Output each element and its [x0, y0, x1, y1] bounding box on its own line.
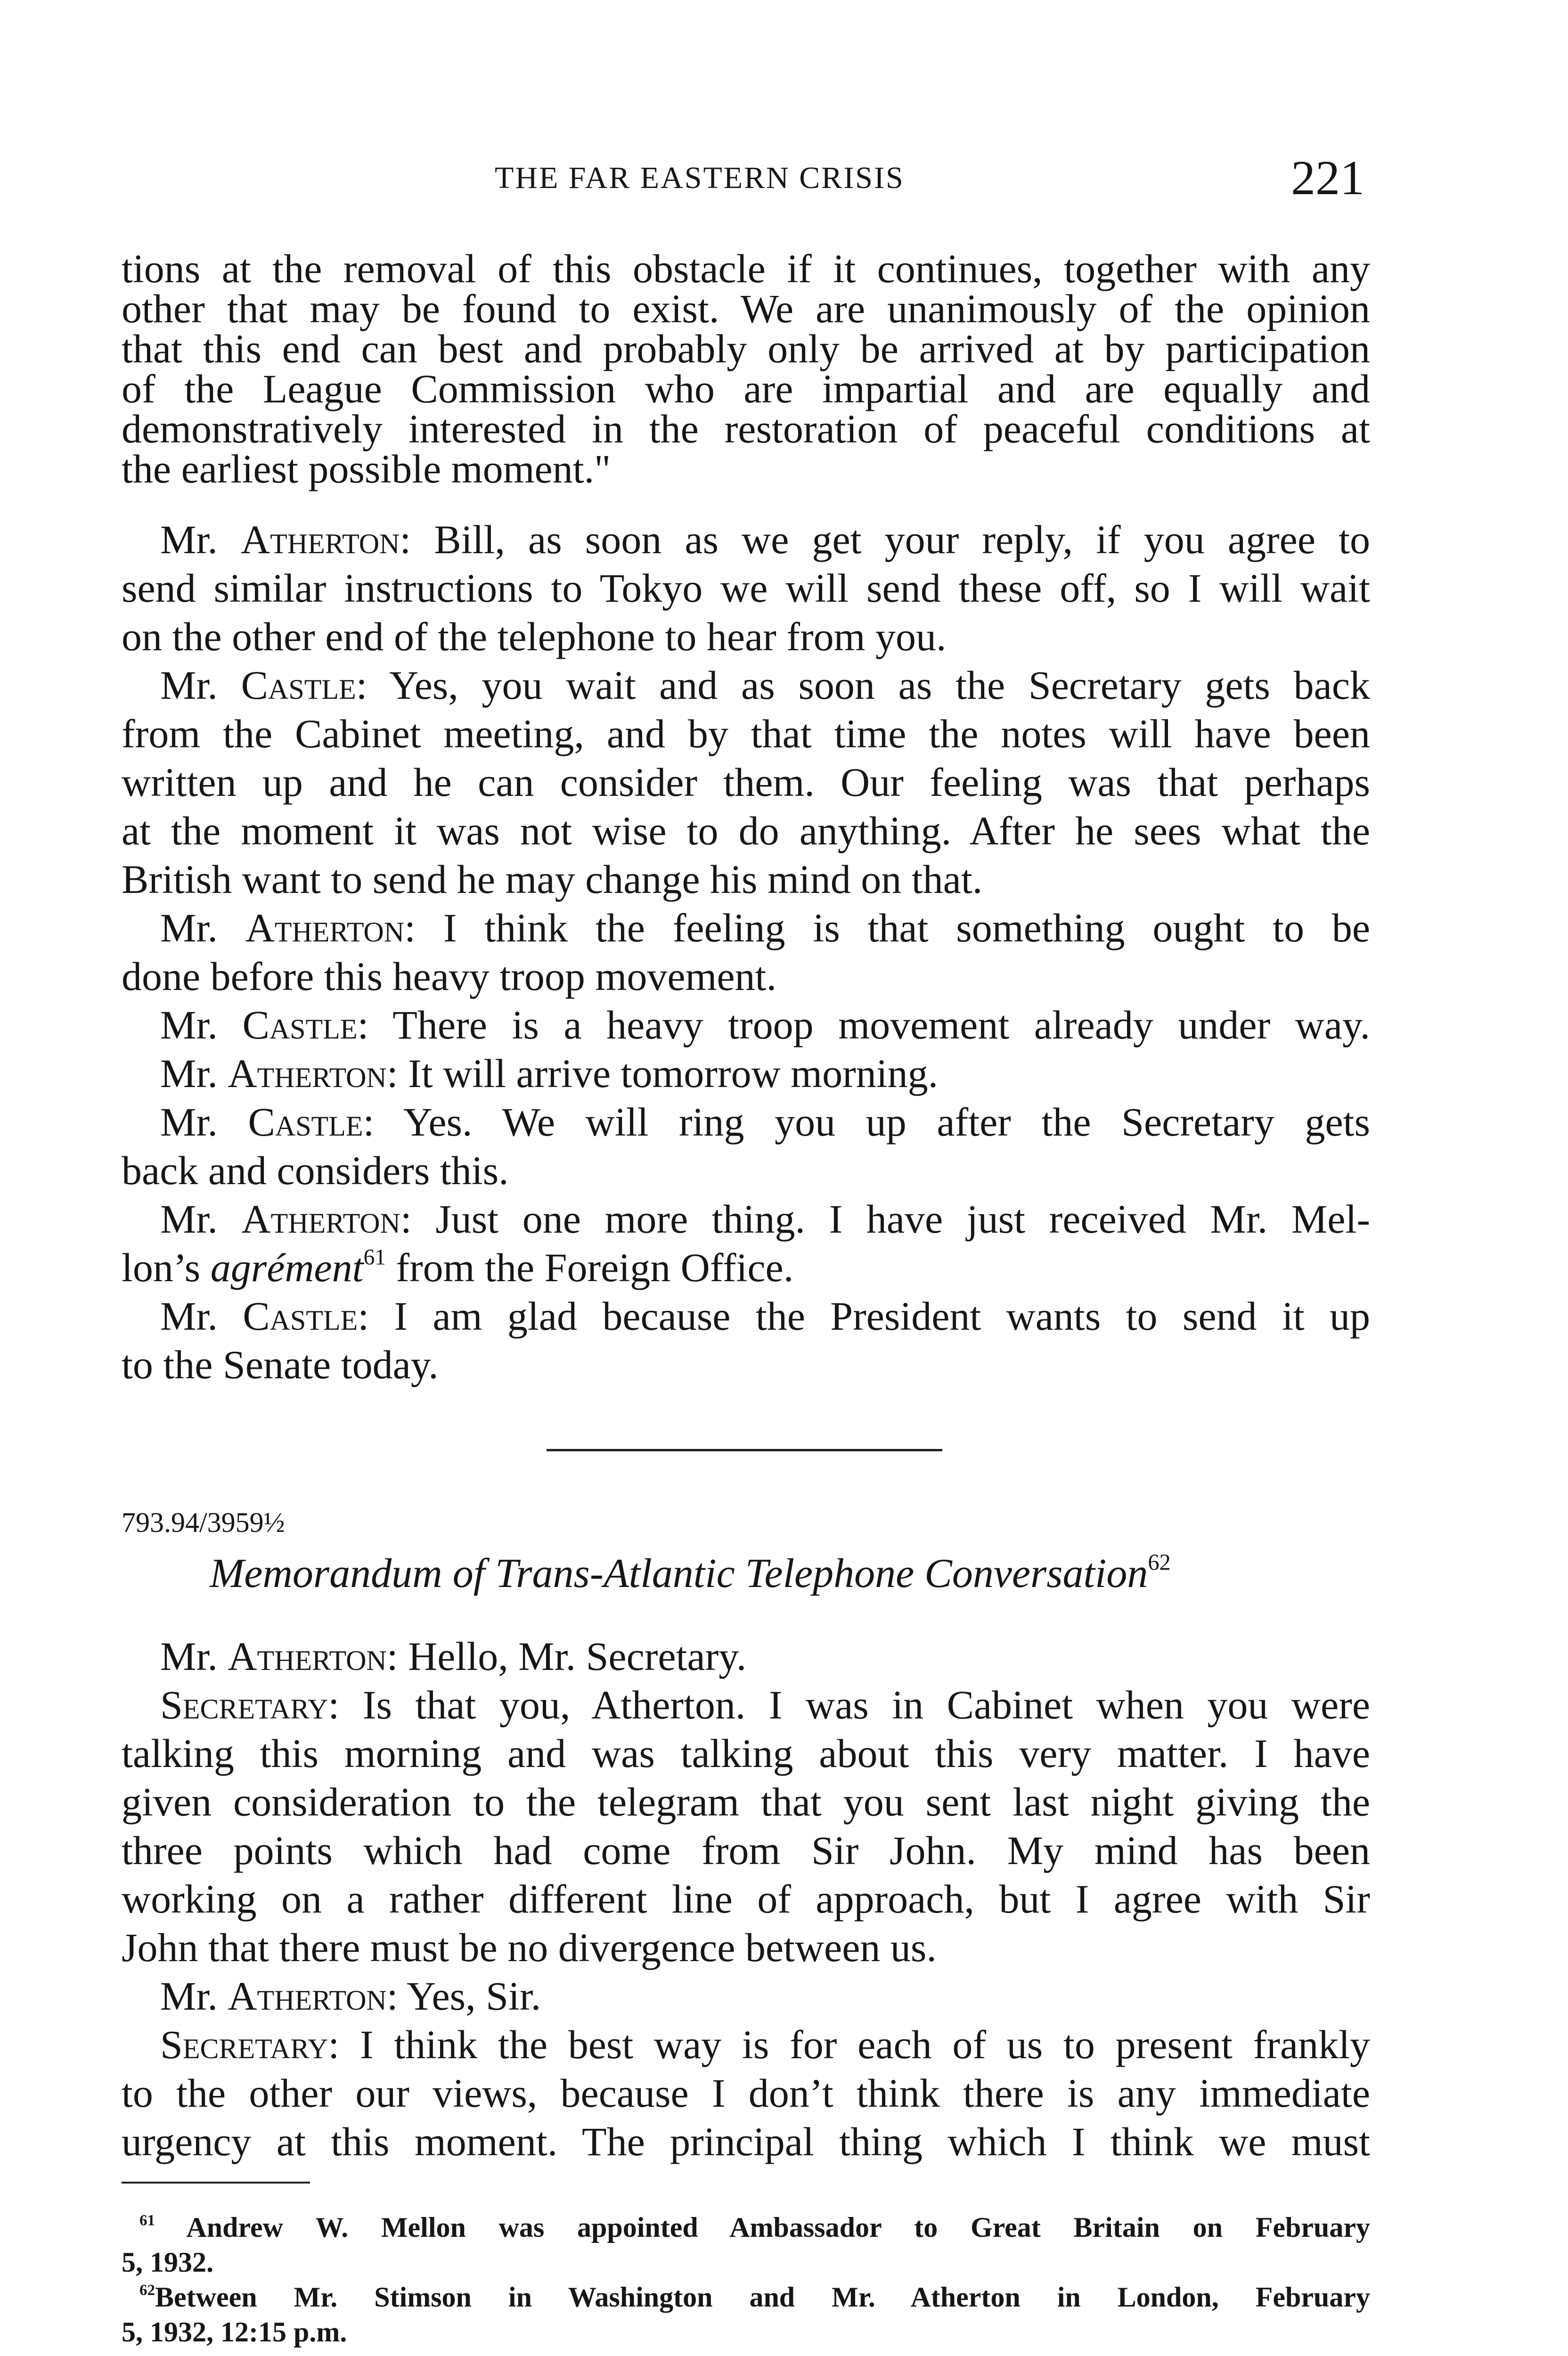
speaker-colon: :	[328, 2022, 340, 2067]
section-divider	[547, 1449, 942, 1451]
dialogue-text: It will arrive tomorrow morning.	[398, 1051, 939, 1096]
speaker-title: Mr.	[160, 663, 218, 708]
speaker-title: Mr.	[160, 1293, 218, 1339]
dialogue-text: Yes. We will ring you up after the Secretary gets	[374, 1099, 1371, 1145]
speaker-colon: :	[363, 1099, 375, 1145]
dialogue-line: at the moment it was not wise to do anything. After he sees what the	[122, 808, 1370, 853]
speaker-title: Mr.	[160, 1196, 218, 1242]
speaker-title: Mr.	[160, 1973, 218, 2019]
speaker-name: Atherton	[228, 1634, 387, 1679]
footnote	[139, 2280, 1370, 2315]
footnote-reference[interactable]: 61	[363, 1245, 386, 1270]
dialogue-text: I think the feeling is that something ought to be	[416, 905, 1371, 950]
footnote-text: Andrew W. Mellon was appointed Ambassador to Great Britain on February	[155, 2212, 1370, 2243]
dialogue-line	[160, 2021, 1370, 2068]
dialogue-text: There is a heavy troop movement already under way.	[368, 1002, 1370, 1047]
document-title-text: Memorandum of Trans-Atlantic Telephone Conversation	[210, 1551, 1148, 1596]
speaker-name: Castle	[242, 1002, 358, 1047]
dialogue-line	[160, 904, 1370, 951]
dialogue-line: written up and he can consider them. Our feeling was that perhaps	[122, 760, 1370, 805]
footnote	[139, 2210, 1370, 2245]
dialogue-text: Is that you, Atherton. I was in Cabinet when you were	[339, 1682, 1370, 1727]
speaker-name: Atherton	[241, 1196, 400, 1242]
dialogue-line	[160, 1050, 1370, 1097]
footnote-text: Between Mr. Stimson in Washington and Mr. Atherton in London, February	[155, 2282, 1370, 2313]
dialogue-line: send similar instructions to Tokyo we will send these off, so I will wait	[122, 565, 1370, 611]
dialogue-line: done before this heavy troop movement.	[122, 954, 776, 999]
dialogue-line	[160, 1195, 1370, 1243]
dialogue-line: working on a rather different line of approach, but I agree with Sir	[122, 1876, 1370, 1922]
dialogue-line: to the Senate today.	[122, 1342, 439, 1387]
quote-line: the earliest possible moment."	[122, 446, 611, 491]
dialogue-line	[160, 1293, 1370, 1340]
speaker-name: Secretary	[160, 1682, 328, 1727]
speaker-colon: :	[328, 1682, 340, 1727]
speaker-name: Atherton	[240, 517, 400, 562]
speaker-colon: :	[357, 1002, 369, 1047]
footnote-line: 5, 1932.	[122, 2247, 213, 2278]
speaker-title: Mr.	[160, 1051, 218, 1096]
running-title: THE FAR EASTERN CRISIS	[495, 161, 905, 195]
dialogue-line	[160, 1633, 1370, 1680]
speaker-colon: :	[386, 1973, 398, 2019]
quote-line: demonstratively interested in the restoration of peaceful conditions at	[122, 406, 1370, 451]
dialogue-line	[160, 516, 1370, 563]
speaker-colon: :	[356, 663, 368, 708]
speaker-colon: :	[386, 1051, 398, 1096]
dialogue-line: talking this morning and was talking about this very matter. I have	[122, 1731, 1370, 1776]
dialogue-text: Hello, Mr. Secretary.	[398, 1634, 747, 1679]
dialogue-line	[160, 1098, 1370, 1145]
speaker-name: Secretary	[160, 2022, 328, 2067]
page-number: 221	[1291, 151, 1364, 205]
dialogue-line: given consideration to the telegram that you sent last night giving the	[122, 1779, 1370, 1824]
speaker-colon: :	[400, 1196, 412, 1242]
speaker-name: Castle	[243, 1293, 358, 1339]
dialogue-line: John that there must be no divergence between us.	[122, 1925, 937, 1970]
dialogue-line	[160, 1001, 1370, 1048]
dialogue-line	[160, 1681, 1370, 1728]
footnote-marker: 61	[139, 2212, 155, 2229]
footnote-line: 5, 1932, 12:15 p.m.	[122, 2316, 347, 2348]
dialogue-text: Just one more thing. I have just received Mr. Mel-	[411, 1196, 1370, 1242]
quote-line: tions at the removal of this obstacle if it continues, together with any	[122, 246, 1370, 291]
speaker-name: Atherton	[245, 905, 405, 950]
italic-term: agrément	[210, 1245, 364, 1290]
dialogue-text: lon’s	[122, 1245, 211, 1290]
dialogue-line: British want to send he may change his mind on that.	[122, 857, 983, 902]
speaker-name: Atherton	[228, 1051, 387, 1096]
footnote-reference[interactable]: 62	[1148, 1550, 1171, 1575]
quote-line: of the League Commission who are impartial and are equally and	[122, 366, 1370, 411]
quote-line: other that may be found to exist. We are unanimously of the opinion	[122, 286, 1370, 331]
speaker-title: Mr.	[160, 1099, 218, 1145]
speaker-name: Atherton	[228, 1973, 387, 2019]
dialogue-line	[160, 662, 1370, 709]
footnote-marker: 62	[139, 2282, 155, 2299]
dialogue-line: on the other end of the telephone to hear from you.	[122, 614, 947, 659]
speaker-name: Castle	[248, 1099, 363, 1145]
dialogue-text: Yes, Sir.	[398, 1973, 541, 2019]
speaker-colon: :	[358, 1293, 369, 1339]
speaker-title: Mr.	[160, 1634, 218, 1679]
dialogue-line: three points which had come from Sir John. My mind has been	[122, 1828, 1370, 1873]
dialogue-text: I am glad because the President wants to send it up	[369, 1293, 1371, 1339]
dialogue-line	[160, 1972, 1370, 2020]
footnote-divider	[122, 2182, 310, 2184]
speaker-colon: :	[386, 1634, 398, 1679]
document-title	[210, 1550, 1171, 1597]
speaker-name: Castle	[241, 663, 356, 708]
speaker-title: Mr.	[160, 1002, 218, 1047]
speaker-title: Mr.	[160, 905, 218, 950]
speaker-colon: :	[400, 517, 411, 562]
dialogue-line: from the Cabinet meeting, and by that time the notes will have been	[122, 711, 1370, 756]
dialogue-line	[122, 1244, 1370, 1291]
dialogue-line: to the other our views, because I don’t think there is any immediate	[122, 2070, 1370, 2116]
speaker-colon: :	[404, 905, 416, 950]
dialogue-text: Yes, you wait and as soon as the Secretary gets back	[367, 663, 1370, 708]
quote-line: that this end can best and probably only be arrived at by participation	[122, 326, 1370, 371]
speaker-title: Mr.	[160, 517, 218, 562]
dialogue-line: urgency at this moment. The principal thing which I think we must	[122, 2119, 1370, 2164]
dialogue-text: I think the best way is for each of us to present frankly	[339, 2022, 1370, 2067]
dialogue-text: from the Foreign Office.	[385, 1245, 794, 1290]
dialogue-line: back and considers this.	[122, 1148, 509, 1193]
dialogue-text: Bill, as soon as we get your reply, if you agree to	[411, 517, 1370, 562]
file-number: 793.94/3959½	[122, 1507, 285, 1538]
